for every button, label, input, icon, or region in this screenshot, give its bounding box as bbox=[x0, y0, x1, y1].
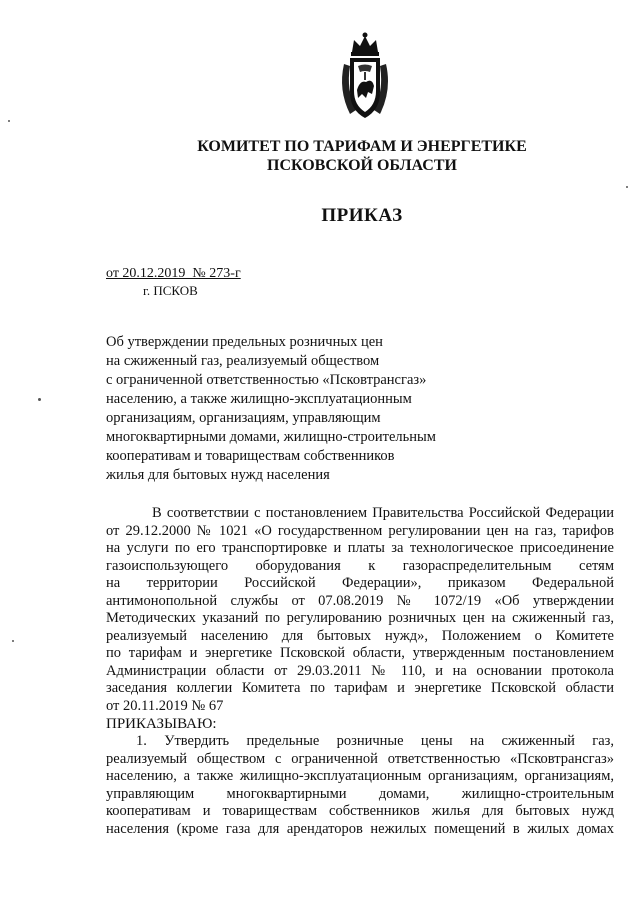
subject-line: населению, а также жилищно-эксплуатационным bbox=[106, 391, 412, 407]
preamble-line: антимонопольной службы от 07.08.2019 № 1072/19 «Об утверждении bbox=[106, 592, 614, 609]
preamble-line: по тарифам и энергетике Псковской области, утвержденным постановлением bbox=[106, 645, 614, 661]
organization-title-line: КОМИТЕТ ПО ТАРИФАМ И ЭНЕРГЕТИКЕ bbox=[197, 138, 527, 155]
coat-of-arms-emblem bbox=[330, 30, 400, 122]
scan-speck bbox=[626, 186, 628, 188]
subject-line: организациям, организациям, управляющим bbox=[106, 410, 381, 426]
document-date-number: от 20.12.2019 № 273-г bbox=[106, 266, 241, 281]
subject-line: с ограниченной ответственностью «Псковтрансгаз» bbox=[106, 372, 427, 388]
subject-line: на сжиженный газ, реализуемый обществом bbox=[106, 353, 380, 369]
scan-speck bbox=[12, 640, 14, 642]
document-subject bbox=[106, 333, 466, 485]
item1-line: населения (кроме газа для арендаторов нежилых помещений в жилых домах bbox=[106, 820, 614, 837]
item1-line: управляющим многоквартирными домами, жилищно-строительным bbox=[106, 785, 614, 802]
preamble-line: от 20.11.2019 № 67 bbox=[106, 697, 224, 714]
scan-speck bbox=[38, 398, 41, 401]
preamble-line: реализуемый населению для бытовых нужд», Положением о Комитете bbox=[106, 627, 614, 644]
item1-line: кооперативам и товариществам собственников жилья для бытовых нужд bbox=[106, 803, 614, 819]
scan-speck bbox=[8, 120, 10, 122]
item1-line: реализуемый обществом с ограниченной ответственностью «Псковтрансгаз» bbox=[106, 750, 614, 767]
preamble-line: на услуги по его транспортировке и платы за технологическое присоединение bbox=[106, 540, 614, 556]
preamble-line: на территории Российской Федерации», приказом Федеральной bbox=[106, 575, 614, 591]
subject-line: кооперативам и товариществам собственников bbox=[106, 448, 395, 464]
preamble-line: заседания коллегии Комитета по тарифам и энергетике Псковской области bbox=[106, 680, 614, 696]
preamble-line: газоиспользующего оборудования к газораспределительным сетям bbox=[106, 557, 614, 574]
preamble-line: В соответствии с постановлением Правительства Российской Федерации bbox=[152, 505, 614, 521]
organization-title-line: ПСКОВСКОЙ ОБЛАСТИ bbox=[267, 157, 457, 174]
document-body bbox=[106, 505, 614, 838]
preamble-line: Администрации области от 29.03.2011 № 110, и на основании протокола bbox=[106, 662, 614, 679]
preamble-line: от 29.12.2000 № 1021 «О государственном регулировании цен на газ, тарифов bbox=[106, 522, 614, 539]
subject-line: Об утверждении предельных розничных цен bbox=[106, 334, 383, 350]
organization-title bbox=[0, 137, 640, 175]
subject-line: жилья для бытовых нужд населения bbox=[106, 467, 330, 483]
preamble-line: Методических указаний по регулированию розничных цен на сжиженный газ, bbox=[106, 610, 614, 626]
document-type: ПРИКАЗ bbox=[321, 205, 403, 226]
item1-line: 1. Утвердить предельные розничные цены на сжиженный газ, bbox=[136, 733, 614, 749]
document-city: г. ПСКОВ bbox=[143, 283, 198, 298]
subject-line: многоквартирными домами, жилищно-строительным bbox=[106, 429, 436, 445]
orders-heading: ПРИКАЗЫВАЮ: bbox=[106, 716, 217, 732]
item1-line: населению, а также жилищно-эксплуатационным организациям, организациям, bbox=[106, 768, 614, 784]
